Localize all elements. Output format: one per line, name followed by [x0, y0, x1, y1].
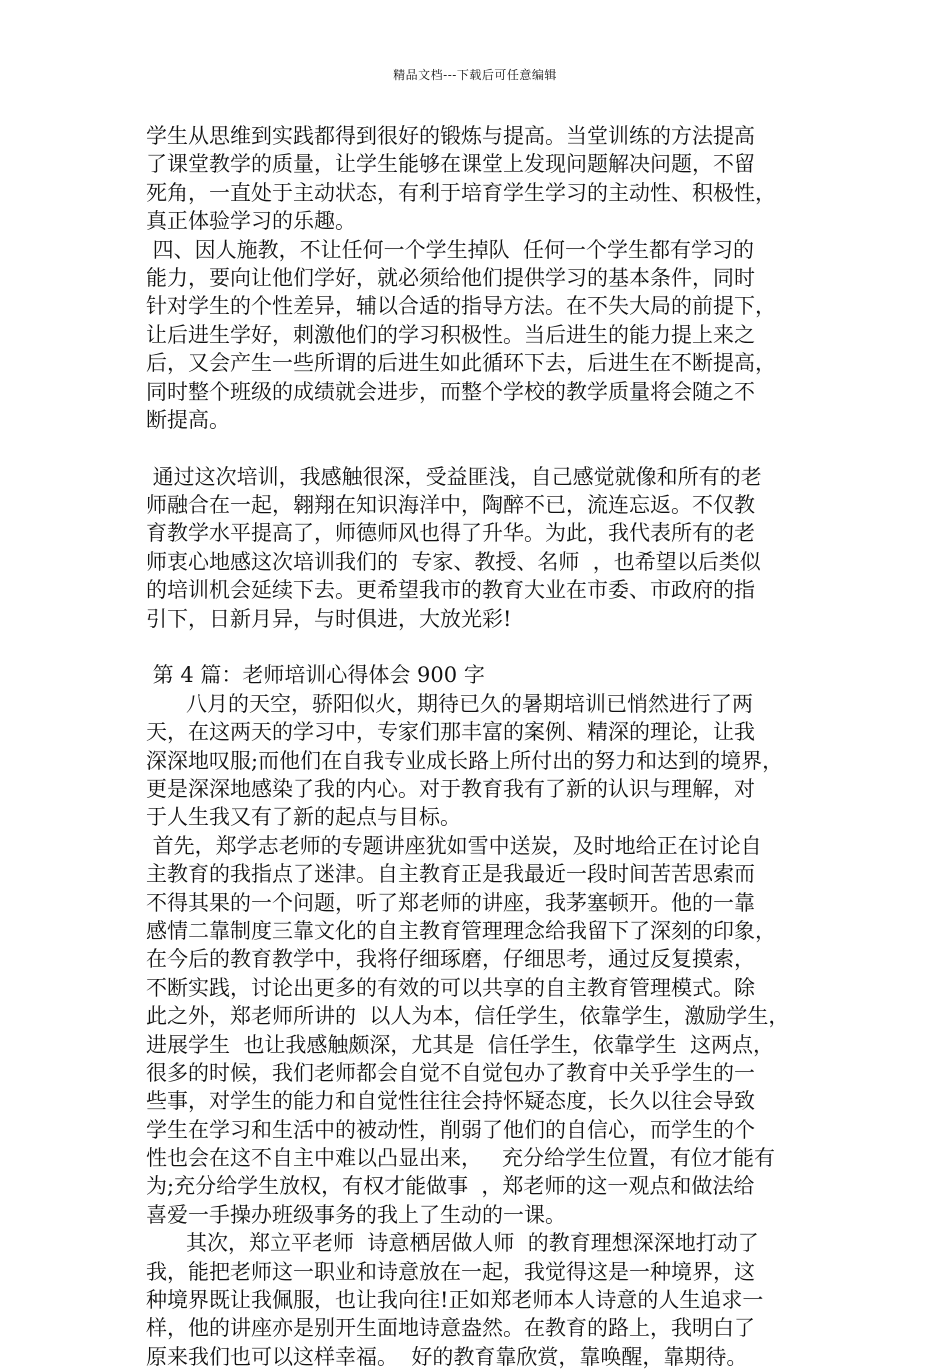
text-line: 了课堂教学的质量，让学生能够在课堂上发现问题解决问题，不留	[146, 152, 755, 177]
text-line: 不得其果的一个问题，听了郑老师的讲座，我茅塞顿开。他的一靠	[146, 890, 755, 915]
paragraph-second-lecture	[146, 1229, 818, 1371]
text-line: 我，能把老师这一职业和诗意放在一起，我觉得这是一种境界，这	[146, 1259, 755, 1284]
text-line: 性也会在这不自主中难以凸显出来， 充分给学生位置，有位才能有	[146, 1146, 776, 1171]
text-line: 通过这次培训，我感触很深，受益匪浅，自己感觉就像和所有的老	[146, 464, 762, 489]
section-title: 第 4 篇：老师培训心得体会 900 字	[146, 663, 485, 688]
text-line: 样，他的讲座亦是别开生面地诗意盎然。在教育的路上，我明白了	[146, 1316, 755, 1341]
paragraph-classroom-training	[146, 122, 818, 236]
text-line: 引下，日新月异，与时俱进，大放光彩!	[146, 606, 512, 631]
text-line: 种境界既让我佩服，也让我向往!正如郑老师本人诗意的人生追求一	[146, 1288, 764, 1313]
text-line: 的培训机会延续下去。更希望我市的教育大业在市委、市政府的指	[146, 578, 755, 603]
text-line: 断提高。	[146, 407, 230, 432]
text-line: 为;充分给学生放权，有权才能做事 ，郑老师的这一观点和做法给	[146, 1174, 755, 1199]
text-line: 后，又会产生一些所谓的后进生如此循环下去，后进生在不断提高，	[146, 351, 776, 376]
text-line: 四、因人施教，不让任何一个学生掉队 任何一个学生都有学习的	[146, 237, 755, 262]
text-line: 死角，一直处于主动状态，有利于培育学生学习的主动性、积极性，	[146, 180, 776, 205]
text-line: 师融合在一起，翱翔在知识海洋中，陶醉不已，流连忘返。不仅教	[146, 493, 755, 518]
text-line: 主教育的我指点了迷津。自主教育正是我最近一段时间苦苦思索而	[146, 862, 755, 887]
page-header: 精品文档---下载后可任意编辑	[393, 68, 557, 82]
paragraph-first-lecture	[146, 832, 818, 1229]
paragraph-gap	[146, 434, 818, 462]
text-line: 更是深深地感染了我的内心。对于教育我有了新的认识与理解，对	[146, 776, 755, 801]
text-line: 此之外，郑老师所讲的 以人为本，信任学生，依靠学生，激励学生，	[146, 1004, 790, 1029]
text-line: 育教学水平提高了，师德师风也得了升华。为此，我代表所有的老	[146, 521, 755, 546]
text-line: 很多的时候，我们老师都会自觉不自觉包办了教育中关乎学生的一	[146, 1060, 755, 1085]
text-line: 能力，要向让他们学好，就必须给他们提供学习的基本条件，同时	[146, 265, 755, 290]
text-line: 喜爱一手操办班级事务的我上了生动的一课。	[146, 1202, 566, 1227]
paragraph-training-reflection	[146, 463, 818, 633]
text-line: 其次，郑立平老师 诗意栖居做人师 的教育理想深深地打动了	[146, 1231, 759, 1256]
text-line: 让后进生学好，刺激他们的学习积极性。当后进生的能力提上来之	[146, 322, 755, 347]
text-line: 些事，对学生的能力和自觉性往往会持怀疑态度，长久以往会导致	[146, 1089, 755, 1114]
text-line: 师衷心地感这次培训我们的 专家、教授、名师 ，也希望以后类似	[146, 549, 761, 574]
text-line: 天，在这两天的学习中，专家们那丰富的案例、精深的理论，让我	[146, 720, 755, 745]
document-body	[146, 122, 818, 1371]
text-line: 八月的天空，骄阳似火，期待已久的暑期培训已悄然进行了两	[146, 691, 754, 716]
text-line: 首先，郑学志老师的专题讲座犹如雪中送炭，及时地给正在讨论自	[146, 833, 762, 858]
text-line: 深深地叹服;而他们在自我专业成长路上所付出的努力和达到的境界，	[146, 748, 784, 773]
text-line: 进展学生 也让我感触颇深，尤其是 信任学生，依靠学生 这两点，	[146, 1032, 775, 1057]
paragraph-august-training	[146, 690, 818, 832]
text-line: 在今后的教育教学中，我将仔细琢磨，仔细思考，通过反复摸索，	[146, 947, 755, 972]
paragraph-gap	[146, 633, 818, 661]
text-line: 于人生我又有了新的起点与目标。	[146, 805, 461, 830]
text-line: 同时整个班级的成绩就会进步，而整个学校的教学质量将会随之不	[146, 379, 755, 404]
text-line: 感情二靠制度三靠文化的自主教育管理理念给我留下了深刻的印象，	[146, 918, 776, 943]
text-line: 真正体验学习的乐趣。	[146, 209, 356, 234]
text-line: 原来我们也可以这样幸福。 好的教育靠欣赏，靠唤醒，靠期待。	[146, 1344, 748, 1369]
text-line: 针对学生的个性差异，辅以合适的指导方法。在不失大局的前提下，	[146, 294, 776, 319]
text-line: 学生在学习和生活中的被动性，削弱了他们的自信心，而学生的个	[146, 1117, 755, 1142]
paragraph-individualized-teaching	[146, 236, 818, 435]
text-line: 不断实践，讨论出更多的有效的可以共享的自主教育管理模式。除	[146, 975, 755, 1000]
text-line: 学生从思维到实践都得到很好的锻炼与提高。当堂训练的方法提高	[146, 124, 755, 148]
